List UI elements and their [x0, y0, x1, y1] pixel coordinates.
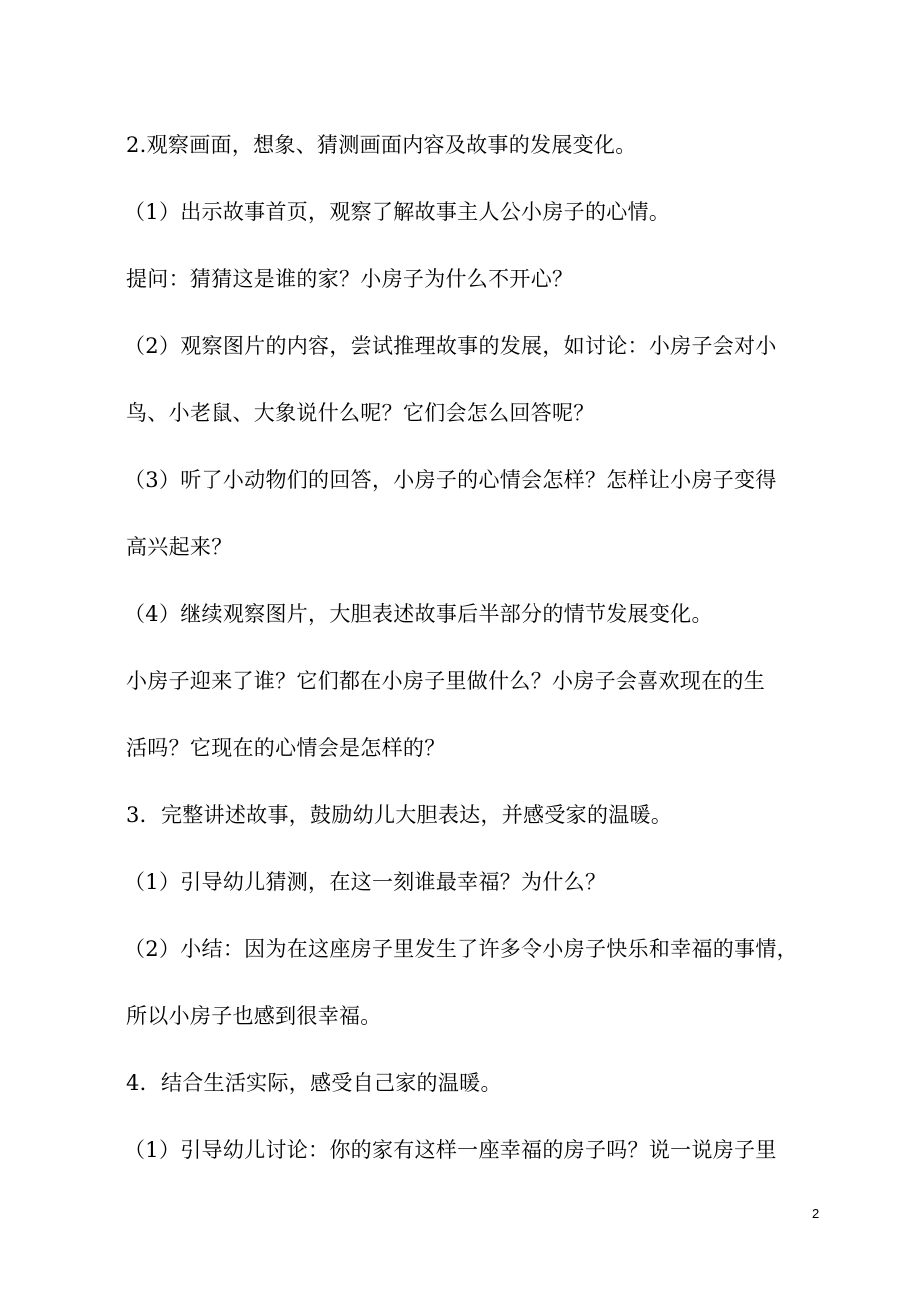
paragraph-step-3-2-line-2: 所以小房子也感到很幸福。: [126, 1004, 382, 1028]
paragraph-question-2-line-2: 活吗？它现在的心情会是怎样的？: [126, 736, 446, 760]
page-number: 2: [812, 1206, 820, 1221]
paragraph-step-2-4: （4）继续观察图片，大胆表述故事后半部分的情节发展变化。: [124, 602, 713, 626]
paragraph-step-2-3-line-2: 高兴起来？: [126, 535, 233, 559]
paragraph-step-2-heading: 2.观察画面，想象、猜测画面内容及故事的发展变化。: [126, 133, 637, 157]
paragraph-question-1: 提问：猜猜这是谁的家？小房子为什么不开心？: [126, 267, 574, 291]
paragraph-step-3-heading: 3．完整讲述故事，鼓励幼儿大胆表达，并感受家的温暖。: [126, 803, 673, 827]
paragraph-question-2-line-1: 小房子迎来了谁？它们都在小房子里做什么？小房子会喜欢现在的生: [126, 669, 765, 693]
paragraph-step-3-1: （1）引导幼儿猜测，在这一刻谁最幸福？为什么？: [124, 870, 607, 894]
paragraph-step-4-heading: 4．结合生活实际，感受自己家的温暖。: [126, 1071, 502, 1095]
paragraph-step-4-1: （1）引导幼儿讨论：你的家有这样一座幸福的房子吗？说一说房子里: [124, 1138, 777, 1162]
paragraph-step-2-1: （1）出示故事首页，观察了解故事主人公小房子的心情。: [124, 200, 671, 224]
paragraph-step-3-2-line-1: （2）小结：因为在这座房子里发生了许多令小房子快乐和幸福的事情，: [124, 937, 798, 961]
paragraph-step-2-2-line-1: （2）观察图片的内容，尝试推理故事的发展，如讨论：小房子会对小: [124, 334, 777, 358]
paragraph-step-2-3-line-1: （3）听了小动物们的回答，小房子的心情会怎样？怎样让小房子变得: [124, 468, 777, 492]
paragraph-step-2-2-line-2: 鸟、小老鼠、大象说什么呢？它们会怎么回答呢？: [126, 401, 595, 425]
